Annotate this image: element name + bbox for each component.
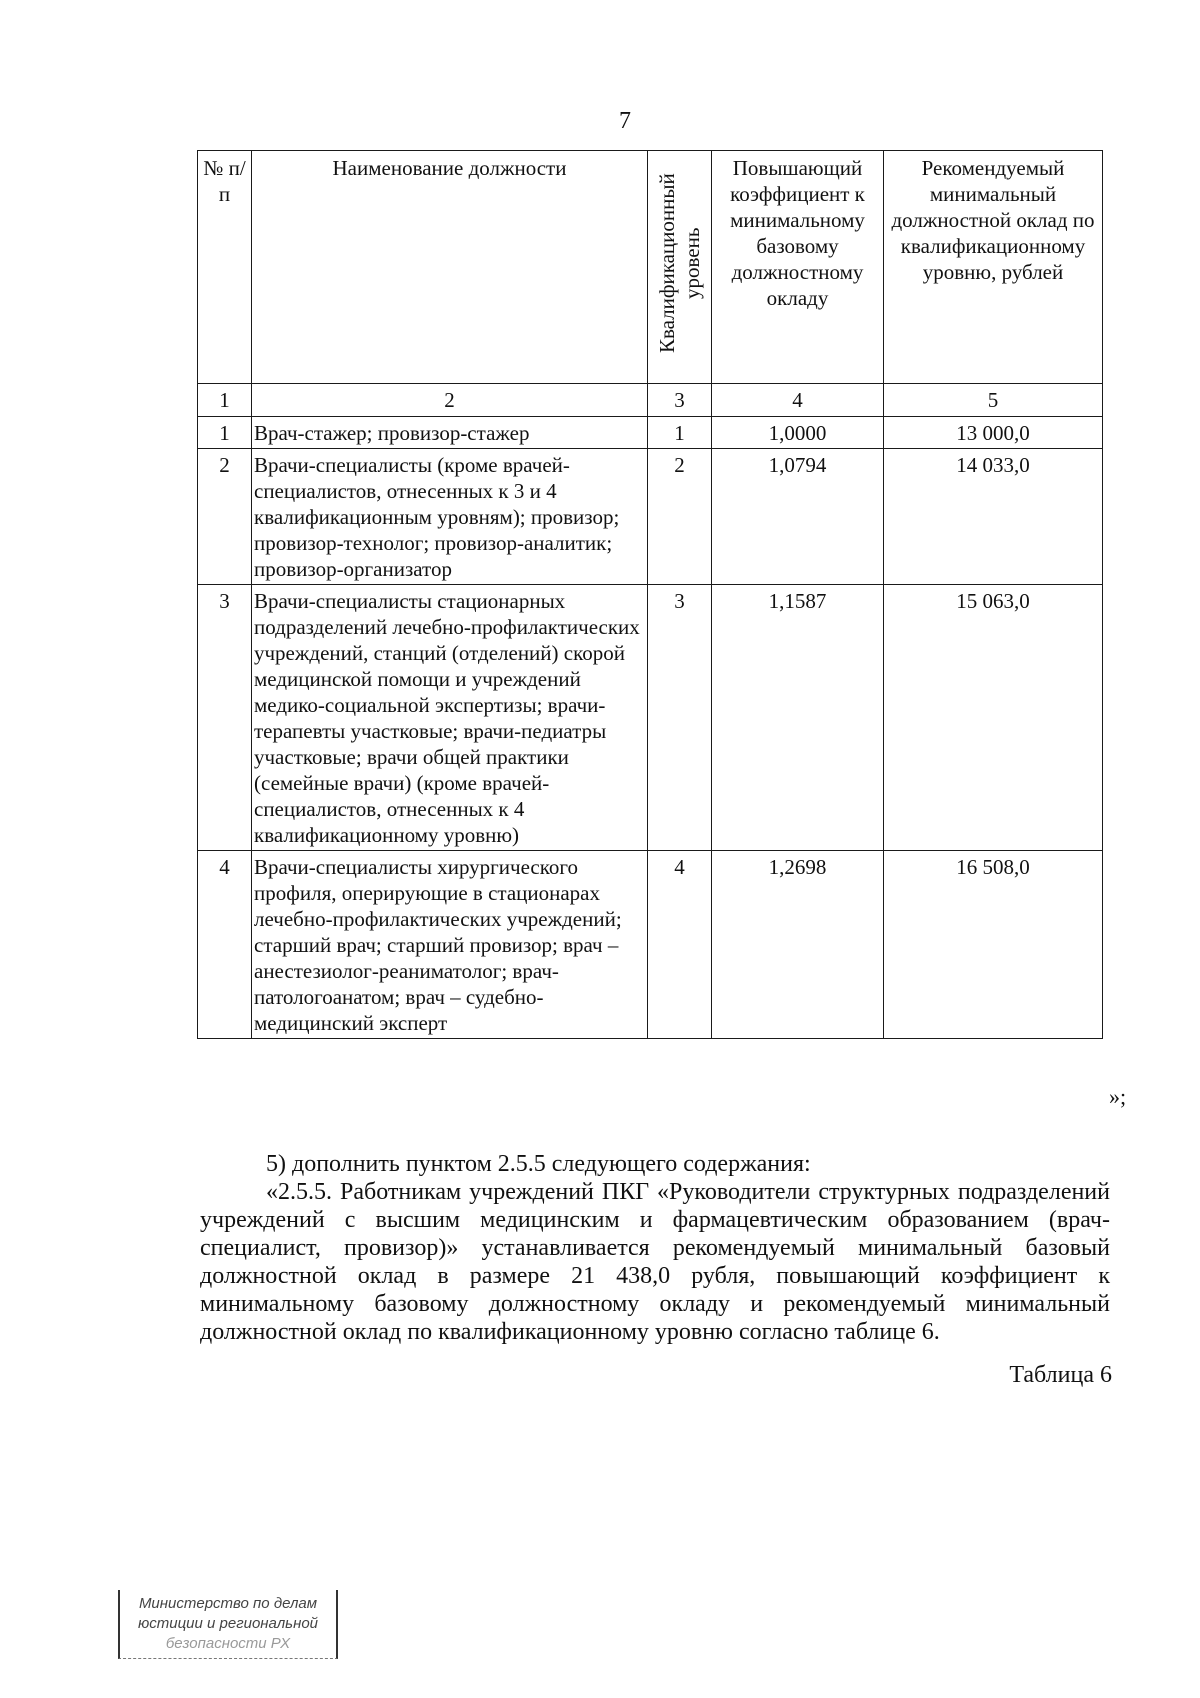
- stamp-line: Министерство по делам: [138, 1595, 318, 1612]
- row-level: 4: [648, 851, 712, 1039]
- header-position-name: Наименование должности: [252, 151, 648, 384]
- row-coefficient: 1,0000: [712, 417, 884, 449]
- row-number: 4: [198, 851, 252, 1039]
- table-row: [198, 449, 1103, 585]
- header-qualification-level-text: Квалификационный уровень: [654, 173, 704, 353]
- row-salary: 16 508,0: [884, 851, 1103, 1039]
- row-coefficient: 1,0794: [712, 449, 884, 585]
- row-position-name: Врачи-специалисты (кроме врачей-специалистов, отнесенных к 3 и 4 квалификационным уровням); провизор; провизор-технолог; провизор-аналитик; провизор-организатор: [252, 449, 648, 585]
- column-number: 5: [884, 384, 1103, 417]
- row-number: 3: [198, 585, 252, 851]
- header-number: № п/п: [198, 151, 252, 384]
- row-position-name: Врачи-специалисты хирургического профиля, оперирующие в стационарах лечебно-профилактических учреждений; старший врач; старший провизор; врач – анестезиолог-реаниматолог; врач-патологоанатом; врач – судебно-медицинский эксперт: [252, 851, 648, 1039]
- paragraph-amendment: 5) дополнить пунктом 2.5.5 следующего содержания:: [266, 1151, 811, 1177]
- body-text: [200, 1150, 1110, 1346]
- row-salary: 14 033,0: [884, 449, 1103, 585]
- table-row: [198, 585, 1103, 851]
- column-number: 2: [252, 384, 648, 417]
- positions-table: [197, 150, 1103, 1039]
- column-numbers-row: [198, 384, 1103, 417]
- table-label: Таблица 6: [1009, 1362, 1112, 1388]
- stamp-line: юстиции и региональной: [137, 1615, 319, 1632]
- page-number: 7: [619, 108, 631, 134]
- table-header-row: [198, 151, 1103, 384]
- paragraph-clause-2-5-5: «2.5.5. Работникам учреждений ПКГ «Руководители структурных подразделений учреждений с высшим медицинским и фармацевтическим образованием (врач-специалист, провизор)» устанавливается рекомендуемый минимальный базовый должностной оклад в размере 21 438,0 рубля, повышающий коэффициент к минимальному базовому должностному окладу и рекомендуемый минимальный должностной оклад по квалификационному уровню согласно таблице 6.: [200, 1179, 1110, 1345]
- header-coefficient: Повышающий коэффициент к минимальному базовому должностному окладу: [712, 151, 884, 384]
- row-position-name: Врач-стажер; провизор-стажер: [252, 417, 648, 449]
- row-number: 1: [198, 417, 252, 449]
- column-number: 3: [648, 384, 712, 417]
- row-level: 3: [648, 585, 712, 851]
- row-salary: 13 000,0: [884, 417, 1103, 449]
- row-coefficient: 1,1587: [712, 585, 884, 851]
- header-qualification-level: [648, 151, 712, 384]
- stamp-line: безопасности РХ: [165, 1635, 291, 1652]
- table-row: [198, 417, 1103, 449]
- header-salary: Рекомендуемый минимальный должностной оклад по квалификационному уровню, рублей: [884, 151, 1103, 384]
- column-number: 4: [712, 384, 884, 417]
- row-coefficient: 1,2698: [712, 851, 884, 1039]
- column-number: 1: [198, 384, 252, 417]
- row-level: 2: [648, 449, 712, 585]
- table-row: [198, 851, 1103, 1039]
- row-level: 1: [648, 417, 712, 449]
- row-salary: 15 063,0: [884, 585, 1103, 851]
- row-number: 2: [198, 449, 252, 585]
- closing-quote-mark: »;: [1109, 1084, 1127, 1109]
- ministry-stamp: [118, 1590, 338, 1659]
- row-position-name: Врачи-специалисты стационарных подразделений лечебно-профилактических учреждений, станций (отделений) скорой медицинской помощи и учреждений медико-социальной экспертизы; врачи-терапевты участковые; врачи-педиатры участковые; врачи общей практики (семейные врачи) (кроме врачей-специалистов, отнесенных к 4 квалификационному уровню): [252, 585, 648, 851]
